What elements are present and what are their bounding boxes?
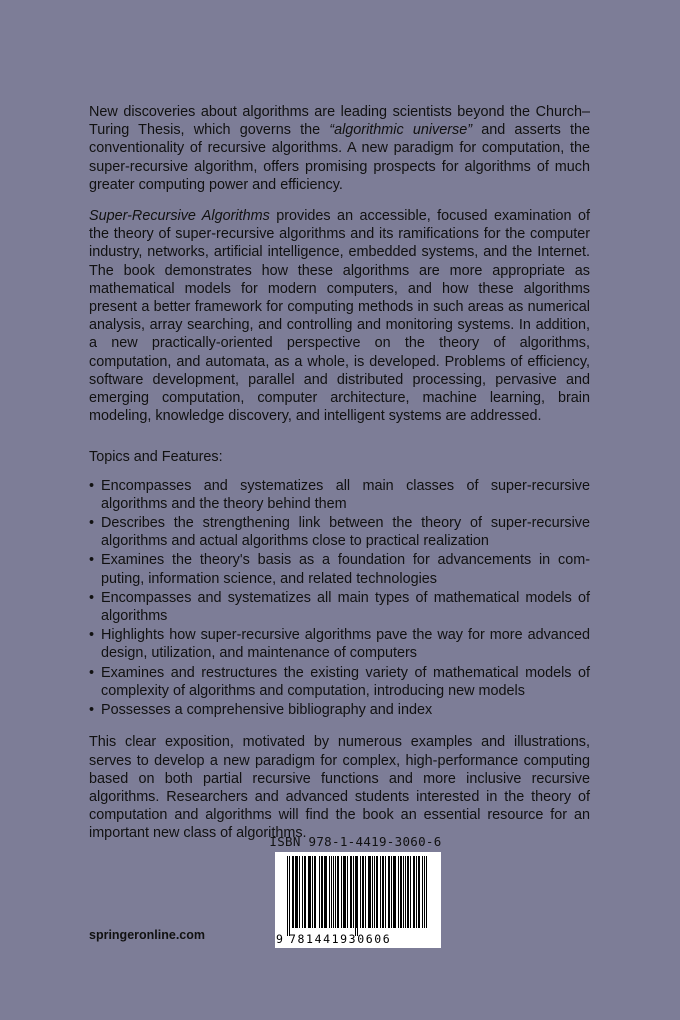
intro-text-1: New discoveries about algorithms are leading scientists beyond the Church–Turing Thesis, which governs the (89, 104, 590, 139)
barcode-bar (398, 856, 399, 928)
barcode-bar (331, 856, 332, 928)
barcode-block (268, 834, 448, 946)
barcode-bar (322, 856, 323, 928)
barcode-bar (333, 856, 334, 928)
intro-text-2: and asserts the conventionality of recursive algorithms. A new paradigm for computation, the super-recursive algorithm, offers promising prospects for algorithms of much greater computing power and efficiency. (89, 122, 590, 193)
barcode-bar (401, 856, 402, 928)
barcode-bar (363, 856, 364, 928)
isbn-label: ISBN 978-1-4419-3060-6 (269, 834, 442, 849)
barcode-bar (419, 856, 420, 928)
barcode-digits (276, 932, 440, 946)
list-item: • Examines the theory's basis as a foundation for advancements in computing, information science, and related technologies (89, 552, 590, 587)
barcode-bar (416, 856, 417, 928)
barcode-bar (326, 856, 327, 928)
barcode-bar (360, 856, 361, 928)
barcode-bar (297, 856, 298, 928)
intro-emphasis: “algorithmic universe” (329, 122, 473, 139)
barcode-bar (383, 856, 384, 928)
barcode-bar (410, 856, 411, 928)
barcode-bar (372, 856, 373, 928)
barcode-bar (389, 856, 390, 928)
barcode-bar (377, 856, 378, 928)
barcode-bar (374, 856, 375, 928)
barcode-bar (315, 856, 316, 928)
barcode (275, 852, 441, 948)
list-item: • Describes the strengthening link between the theory of super-recursive algorithms and actual algorithms close to practical realization (89, 515, 590, 550)
barcode-bar (385, 856, 386, 928)
barcode-bar (287, 856, 288, 936)
conclusion-paragraph: This clear exposition, motivated by numerous examples and illustrations, serves to develop a new paradigm for complex, high-performance computing based on both partial recursive functions and more inclusive recursive algorithms. Researchers and advanced students interested in the theory of computation and algorithms will find the book an essential resource for an important new class of algorithms. (89, 734, 590, 842)
barcode-rest-digits: 781441930606 (289, 932, 392, 946)
barcode-bar (299, 856, 300, 928)
description-paragraph (89, 207, 590, 425)
barcode-bar (289, 856, 290, 936)
bullet-icon: • (89, 589, 95, 606)
barcode-bar (426, 856, 427, 928)
list-item: • Encompasses and systematizes all main types of mathematical models of algorithms (89, 589, 590, 625)
description-text: provides an accessible, focused examination of the theory of super-recursive algorithms and its ramifications for the computer industry, networks, artificial intelligence, embedded systems, and the Internet. The book demonstrates how these algorithms are more appropriate as mathematical models for modern computers, and how these algorithms present a better framework for computing methods in such areas as numerical analysis, array searching, and controlling and monitoring systems. In addition, a new practically-oriented perspective on the theory of algorithms, computation, and automata, as a whole, is developed. Problems of efficiency, software development, parallel and distributed processing, pervasive and emerging computation, computer architecture, machine learning, brain modeling, knowledge discovery, and intelligent systems are addressed. (89, 208, 590, 425)
barcode-bar (302, 856, 303, 928)
barcode-bar (424, 856, 425, 928)
barcode-bars (287, 856, 431, 932)
bullet-icon: • (89, 552, 95, 569)
barcode-bar (351, 856, 352, 928)
barcode-bar (338, 856, 339, 928)
barcode-bar (319, 856, 320, 928)
barcode-bar (345, 856, 346, 928)
barcode-bar (380, 856, 381, 928)
barcode-bar (422, 856, 423, 928)
list-item: • Highlights how super-recursive algorithms pave the way for more advanced design, utilization, and maintenance of computers (89, 627, 590, 662)
bullet-icon: • (89, 702, 95, 719)
list-item: • Possesses a comprehensive bibliography and index (89, 702, 433, 719)
barcode-bar (414, 856, 415, 928)
bullet-icon: • (89, 664, 95, 681)
back-cover-text (89, 103, 590, 856)
barcode-bar (353, 856, 354, 928)
book-title-italic: Super-Recursive Algorithms (89, 208, 270, 225)
intro-paragraph (89, 103, 590, 194)
publisher-website: springeronline.com (89, 928, 205, 942)
bullet-icon: • (89, 477, 95, 494)
barcode-bar (408, 856, 409, 928)
barcode-bar (341, 856, 342, 928)
barcode-bar (293, 856, 294, 928)
barcode-bar (329, 856, 330, 928)
barcode-bar (391, 856, 392, 928)
barcode-bar (305, 856, 306, 928)
features-list (89, 477, 590, 720)
barcode-bar (395, 856, 396, 928)
barcode-bar (335, 856, 336, 928)
barcode-bar (357, 856, 358, 936)
barcode-bar (365, 856, 366, 928)
barcode-bar (370, 856, 371, 928)
topics-heading: Topics and Features: (89, 449, 223, 466)
barcode-first-digit: 9 (276, 932, 283, 946)
barcode-bar (312, 856, 313, 928)
barcode-bar (347, 856, 348, 928)
barcode-bar (405, 856, 406, 928)
barcode-bar (310, 856, 311, 928)
bullet-icon: • (89, 627, 95, 644)
list-item: • Encompasses and systematizes all main classes of super-recursive algorithms and the theory behind them (89, 477, 590, 512)
bullet-icon: • (89, 515, 95, 532)
list-item: • Examines and restructures the existing variety of mathematical models of complexity of algorithms and computation, introducing new models (89, 664, 590, 699)
barcode-bar (403, 856, 404, 928)
